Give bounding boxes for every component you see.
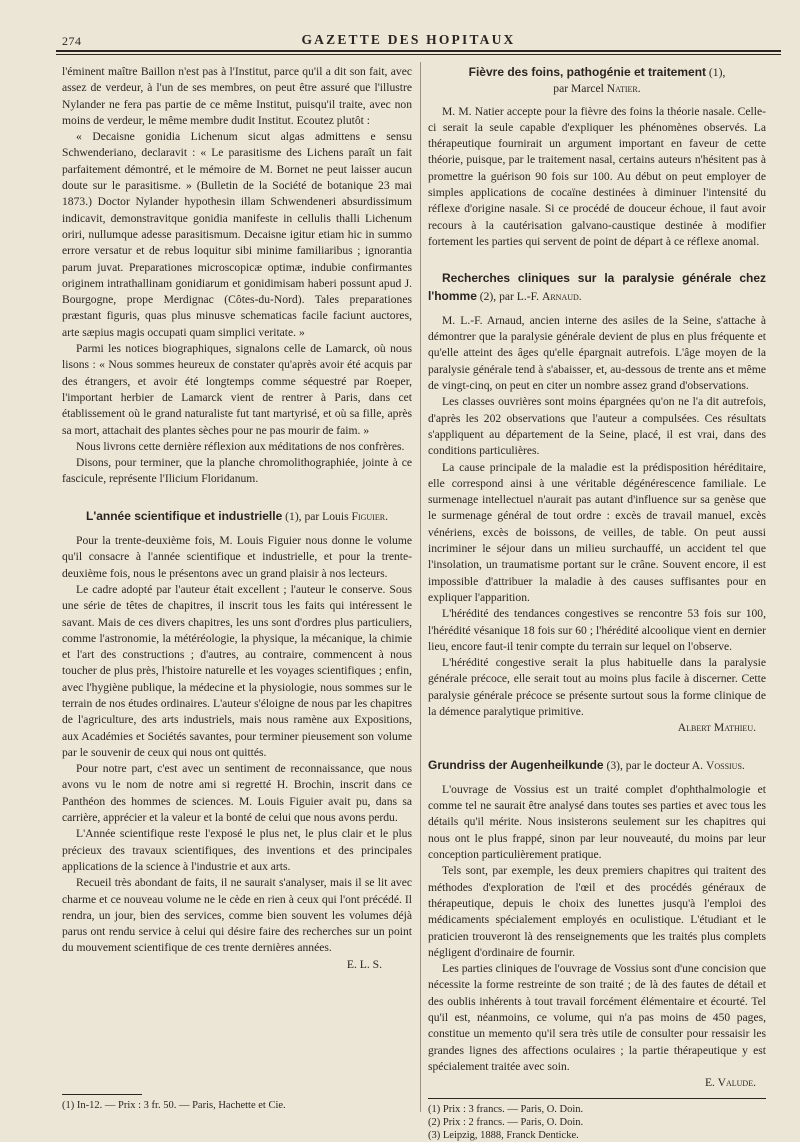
review-author: Vossius xyxy=(705,758,742,772)
review-title: Fièvre des foins, pathogénie et traitement xyxy=(468,65,707,79)
paragraph: Tels sont, par exemple, les deux premiers chapitres qui traitent des méthodes d'exploration de l'œil et des procédés généraux de thérapeutique, depuis le choix des lunettes jusqu'à l'emploi des médicaments spécialement employés en oculistique. L'étudiant et le praticien trouveront là des renseignements que les traités plus complets négligent d'ordinaire de fournir. xyxy=(428,864,766,959)
review-heading: Recherches cliniques sur la paralysie générale chez l'homme (2), par L.-F. Arnaud. xyxy=(428,271,766,303)
review-author: Natier xyxy=(606,82,638,96)
review-title: Grundriss der Augenheilkunde xyxy=(428,757,604,772)
page-number: 274 xyxy=(62,34,82,48)
paragraph: Pour notre part, c'est avec un sentiment de reconnaissance, que nous avons vu le nom de notre ami si regretté H. Brochin, inscrit dans ce Panthéon des hommes de sciences. M. Louis Figuier avait pu, dans sa carrière, apprécier et la valeur et la bonté de celui que nous avons perdu. xyxy=(62,762,412,825)
signature: E. L. S. xyxy=(346,957,382,971)
page-header xyxy=(56,20,761,48)
paragraph: M. L.-F. Arnaud, ancien interne des asiles de la Seine, s'attache à démontrer que la paralysie générale devient de plus en plus fréquente et qu'elle atteint des âges qu'elle épargnait autrefois. L'âge moyen de la paralysie générale tend à s'abaisser, et, au-dessous de trente ans et même de vingt-cinq, on peut en citer un nombre assez grand d'observations. xyxy=(428,313,766,393)
paragraph: l'éminent maître Baillon n'est pas à l'Institut, parce qu'il a dit son fait, avec assez de verdeur, à l'un de ses membres, on peut être assuré que l'illustre Nylander ne fera pas partie de ce même Institut, puisqu'il traite, avec non moins de verdeur, le même membre dudit Institut. Ecoutez plutôt : xyxy=(62,65,412,127)
review-author: Arnaud xyxy=(541,289,579,303)
paragraph: L'Année scientifique reste l'exposé le plus net, le plus clair et le plus précieux des travaux scientifiques, des inventions et des principales applications de la science à l'industrie et aux arts. xyxy=(62,827,412,873)
paragraph: Parmi les notices biographiques, signalons celle de Lamarck, où nous lisons : « Nous sommes heureux de constater qu'après avoir été acquis par des étrangers, et avoir été longtemps comme séquestré par Roeper, l'important herbier de Lamarck vient de rentrer à Paris, dans cet établissement où le grand naturaliste fut tant martyrisé, et où sa fille, après sa mort, attachait des plantes sèches pour ne pas mourir de faim. » xyxy=(62,342,412,437)
paragraph: Les classes ouvrières sont moins épargnées qu'on ne l'a dit autrefois, d'après les 202 observations que l'auteur a compulsées. Ces résultats s'appliquent au département de la Seine, placé, il est vrai, dans des conditions particulières. xyxy=(428,395,766,458)
right-column xyxy=(428,64,766,1142)
left-column xyxy=(62,64,412,1111)
paragraph: L'ouvrage de Vossius est un traité complet d'ophthalmologie et comme tel ne saurait être analysé dans toutes ses parties et avec tous les détails qu'il mérite. Nous insisterons seulement sur les chapitres qui nous ont le plus frappé, sinon par leur nouveauté, du moins par leur conception particulièrement pratique. xyxy=(428,782,766,862)
paragraph: M. M. Natier accepte pour la fièvre des foins la théorie nasale. Celle-ci serait la seule capable d'expliquer les phénomènes observés. La thérapeutique fournirait un argument important en faveur de cette théorie, puisque, par le traitement nasal, certains auteurs n'hésitent pas à promettre la guérison 90 fois sur 100. Au début on peut employer de simples applications de cocaïne destinées à diminuer l'intensité du réflexe d'origine nasale. Si ce procédé de douceur échoue, il faut avoir recours à la cautérisation galvano-caustique destinée à modifier fortement les parties qui servent de point de départ à ce réflexe anomal. xyxy=(428,104,766,248)
journal-title: GAZETTE DES HOPITAUX xyxy=(301,32,516,47)
paragraph: La cause principale de la maladie est la prédisposition héréditaire, elle correspond ainsi à une véritable dégénérescence familiale. Le surmenage intellectuel n'aurait pas autant d'influence sur sa genèse que le surmenage général de tout ordre : excès de travail manuel, excès vénériens, excès de boissons, de veilles, de table. On peut aussi incriminer le séjour dans un milieu surchauffé, un accident tel que l'insolation, un traumatisme portant sur le crâne. Souvent encore, il est impossible d'attribuer la maladie à des causes suffisantes pour en expliquer l'apparition. xyxy=(428,460,766,604)
review-byline: par Marcel Natier. xyxy=(553,82,641,96)
paragraph: L'hérédité congestive serait la plus habituelle dans la paralysie générale précoce, elle serait tout au moins plus facile à discerner. Cette paralysie générale précoce se présente surtout sous la forme clinique de la démence paralytique primitive. xyxy=(428,656,766,718)
footnote: (2) Prix : 2 francs. — Paris, O. Doin. xyxy=(428,1116,584,1128)
review-heading xyxy=(428,64,766,81)
review-title-rest: (1), par Louis xyxy=(282,509,352,523)
review-heading: L'année scientifique et industrielle (1), par Louis Figuier. xyxy=(86,508,388,523)
signature: Albert Mathieu. xyxy=(677,721,756,735)
review-heading: Grundriss der Augenheilkunde (3), par le docteur A. Vossius. xyxy=(428,757,745,772)
byline-text: par Marcel xyxy=(553,82,607,96)
footnote: (3) Leipzig, 1888, Franck Denticke. xyxy=(428,1129,579,1141)
paragraph: Le cadre adopté par l'auteur était excellent ; l'auteur le conserve. Sous une série de têtes de chapitres, il inscrit tous les faits qui intéressent le savant. Mais de ces divers chapitres, les uns sont d'ordres plus particuliers, comme l'astronomie, la météréologie, la physique, la mécanique, la chimie et l'art des constructions ; d'autres, au contraire, commencent à nous toucher de plus près, l'histoire naturelle et les voyages scientifiques ; enfin, avec l'hygiène publique, la médecine et la physiologie, nous sommes sur le terrain de nos études ordinaires. L'auteur s'éloigne de nous par les chapitres de l'agriculture, des arts industriels, mais nous ramène aux Expositions, aux Académies et Sociétés savantes, pour terminer pieusement son volume par le souvenir de ceux qui nous ont quittés. xyxy=(62,582,412,759)
paragraph: Nous livrons cette dernière réflexion aux méditations de nos confrères. xyxy=(76,439,405,453)
footnote-rule xyxy=(62,1094,142,1095)
review-author: Figuier xyxy=(351,509,386,523)
review-title-rest: (2), par L.-F. xyxy=(476,289,542,303)
header-rule-thin xyxy=(56,54,781,55)
review-title-rest: (1), xyxy=(706,66,726,79)
paragraph: Disons, pour terminer, que la planche chromolithographiée, jointe à ce fascicule, représente l'Ilicium Floridanum. xyxy=(62,456,412,486)
review-title: L'année scientifique et industrielle xyxy=(86,508,283,523)
signature: E. Valude. xyxy=(704,1076,756,1090)
right-footnotes xyxy=(428,1098,766,1142)
paragraph: Pour la trente-deuxième fois, M. Louis Figuier nous donne le volume qu'il consacre à l'année scientifique et industrielle, et pour la trente-deuxième fois, nous le présentons avec un grand plaisir à nos lecteurs. xyxy=(62,534,412,580)
paragraph: L'hérédité des tendances congestives se rencontre 53 fois sur 100, l'hérédité vésanique 18 fois sur 60 ; l'hérédité alcoolique vient en dernier lieu, encore faut-il tenir compte du terrain sur lequel on l'observe. xyxy=(428,607,766,653)
header-rule-thick xyxy=(56,50,781,52)
paragraph: Les parties cliniques de l'ouvrage de Vossius sont d'une concision que nécessite la forme restreinte de son traité ; de là des fautes de détail et des oublis inhérents à tout travail forcément élémentaire et écourté. Tel qu'il est, néanmoins, ce volume, qui n'a pas moins de 450 pages, constitue un memento qu'il sera très utile de consulter pour ressaisir les grandes lignes des affections oculaires ; la partie thérapeutique y est spécialement traitée avec soin. xyxy=(428,962,766,1073)
footnote-rule xyxy=(428,1098,766,1099)
review-title: Recherches cliniques sur la paralysie générale chez l'homme xyxy=(428,271,766,303)
paragraph: Recueil très abondant de faits, il ne saurait s'analyser, mais il se lit avec charme et ce nouveau volume ne le cède en rien à ceux qui l'ont précédé. Il rendra, un jour, bien des services, comme bien souvent les volumes déjà parus ont rendu service à celui qui désire faire des recherches sur un point du mouvement scientifique de ces trente dernières années. xyxy=(62,876,412,955)
review-title-rest: (3), par le docteur A. xyxy=(603,758,706,772)
paragraph: « Decaisne gonidia Lichenum sicut algas admittens e sensu Schwenderiano, declaravit : « Le parasitisme des Lichens paraît un fait parfaitement démontré, et le mémoire de M. Bornet ne peut laisser aucun doute sur le parasitisme. » (Bulletin de la Société de botanique 23 mai 1873.) Doctor Nylander hypothesin illam Schwendeneri absurdissimum indicavit, demonstravitque gonidia manifeste in cellulis thalli Lichenum oriri, nullumque adesse parasitismum. Decaisne igitur etiam hic in summo errore versatur et de rebus loquitur sibi minime familiaribus ; ignorantia parum juvat. Preparationes microscopicæ optimæ, indubie confirmantes originem intrathallinam gonidiarum et gonidimisam haberi possunt apud J. Bourgogne, prope Merdignac (Côtes-du-Nord). Tales preparationes præstant figuris, quas plus minusve schematicas facile faciunt auctores, arte sæpius magis occupati quam simplici veritate. » xyxy=(62,130,412,339)
footnote: (1) In-12. — Prix : 3 fr. 50. — Paris, Hachette et Cie. xyxy=(62,1100,286,1111)
footnote: (1) Prix : 3 francs. — Paris, O. Doin. xyxy=(428,1103,584,1115)
left-footnotes xyxy=(62,1088,412,1112)
column-divider xyxy=(420,62,421,1112)
